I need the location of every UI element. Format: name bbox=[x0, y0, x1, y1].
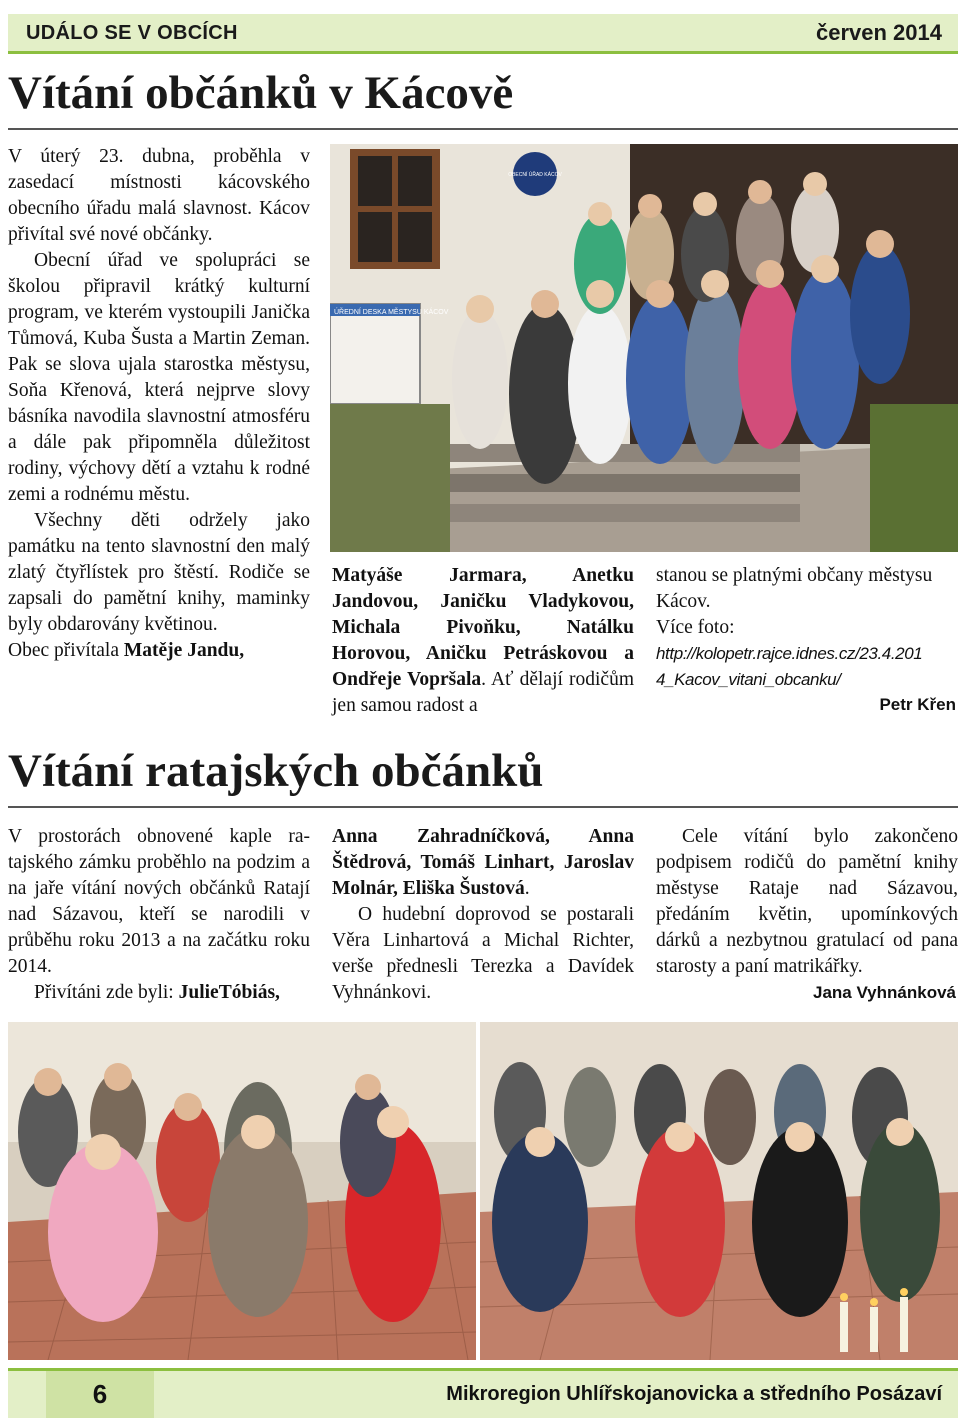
more-photos-label: Více foto: bbox=[656, 617, 735, 638]
photo-rataje-chapel-right bbox=[480, 1022, 958, 1360]
paragraph: Obecní úřad ve spolupráci se školou připravil krátký kulturní program, ve kterém vystoupili Janička Tůmová, Kuba Šusta a Martin Zeman. Pak se slova ujala starostka městysu, Soňa Křenová, která nejprve slovy básníka navodila slavnostní atmosféru a dále pak připomněla důležitost rodiny, výchovy dětí a vztahu k rodné zemi a rodnému městu. bbox=[8, 250, 310, 505]
publication-name: Mikroregion Uhlířskojanovicka a středního Posázaví bbox=[446, 1383, 942, 1405]
photo-rataje-chapel-left bbox=[8, 1022, 476, 1360]
article-kacov-col1 bbox=[8, 144, 310, 664]
article-title-kacov: Vítání občánků v Kácově bbox=[8, 67, 514, 119]
paragraph: stanou se platnými občany městysu Kácov. bbox=[656, 565, 933, 612]
article-rataje-col2 bbox=[332, 824, 634, 1006]
paragraph: O hudební doprovod se postarali Věra Linhartová a Michal Richter, verše přednesli Terezka a Davídek Vyhnánkovi. bbox=[332, 904, 634, 1003]
page-number: 6 bbox=[92, 1379, 108, 1409]
author-byline: Petr Křen bbox=[879, 695, 956, 714]
section-title: UDÁLO SE V OBCÍCH bbox=[26, 22, 238, 44]
article-kacov-col3 bbox=[656, 563, 958, 693]
paragraph: Anna Zahradníčková, Anna Štědrová, Tomáš Linhart, Jaroslav Molnár, Eliška Šustová. bbox=[332, 826, 634, 899]
paragraph: Matyáše Jarmara, Anetku Jandovou, Janičku Vladykovou, Michala Pivoňku, Natálku Horovou, Aničku Petráskovou a Ondřeje Vopršala. Ať dělají rodičům jen samou radost a bbox=[332, 565, 635, 716]
sign-notice-board: ÚŘEDNÍ DESKA MĚSTYSU KÁCOV bbox=[334, 309, 449, 316]
page-header bbox=[8, 14, 958, 54]
sign-office: OBECNÍ ÚŘAD KÁCOV bbox=[508, 172, 562, 178]
photo-kacov-group bbox=[330, 144, 958, 552]
paragraph: Přivítáni zde byli: JulieTóbiás, bbox=[34, 982, 280, 1003]
article-rataje-col1 bbox=[8, 824, 310, 1006]
issue-date: červen 2014 bbox=[816, 20, 942, 45]
title-divider bbox=[8, 806, 958, 808]
photo-gallery-link[interactable]: http://kolopetr.rajce.idnes.cz/23.4.201 4_Kacov_vitani_obcanku/ bbox=[656, 644, 923, 689]
page-footer bbox=[8, 1368, 958, 1418]
paragraph: Cele vítání bylo zakončeno podpisem rodičů do pamětní knihy městyse Rataje nad Sázavou, předáním květin, upomínkových dárků a nezbytnou gratulací od pana starosty a paní matrikářky. bbox=[656, 826, 958, 977]
title-divider bbox=[8, 128, 958, 130]
paragraph: Všechny děti održely jako památku na tento slavnostní den malý zlatý čtyřlístek pro štěstí. Rodiče se zapsali do pamětní knihy, maminky byly obdarovány květinou. bbox=[8, 510, 310, 635]
author-byline: Jana Vyhnánková bbox=[813, 983, 956, 1002]
article-kacov-col2 bbox=[332, 563, 634, 719]
paragraph: V úterý 23. dubna, proběhla v zasedací místnosti kácovského obecního úřadu malá slavnost. Kácov přivítal své nové občánky. bbox=[8, 146, 310, 245]
page-number-box bbox=[46, 1371, 154, 1418]
paragraph: V prostorách obnovené kaple ratajského zámku proběhlo na podzim a na jaře vítání nových občánků Ratají nad Sázavou, kteří se narodili v průběhu roku 2013 a na začátku roku 2014. bbox=[8, 826, 310, 977]
article-rataje-col3 bbox=[656, 824, 958, 980]
article-title-rataje: Vítání ratajských občánků bbox=[8, 745, 544, 797]
paragraph: Obec přivítala Matěje Jandu, bbox=[8, 640, 245, 661]
